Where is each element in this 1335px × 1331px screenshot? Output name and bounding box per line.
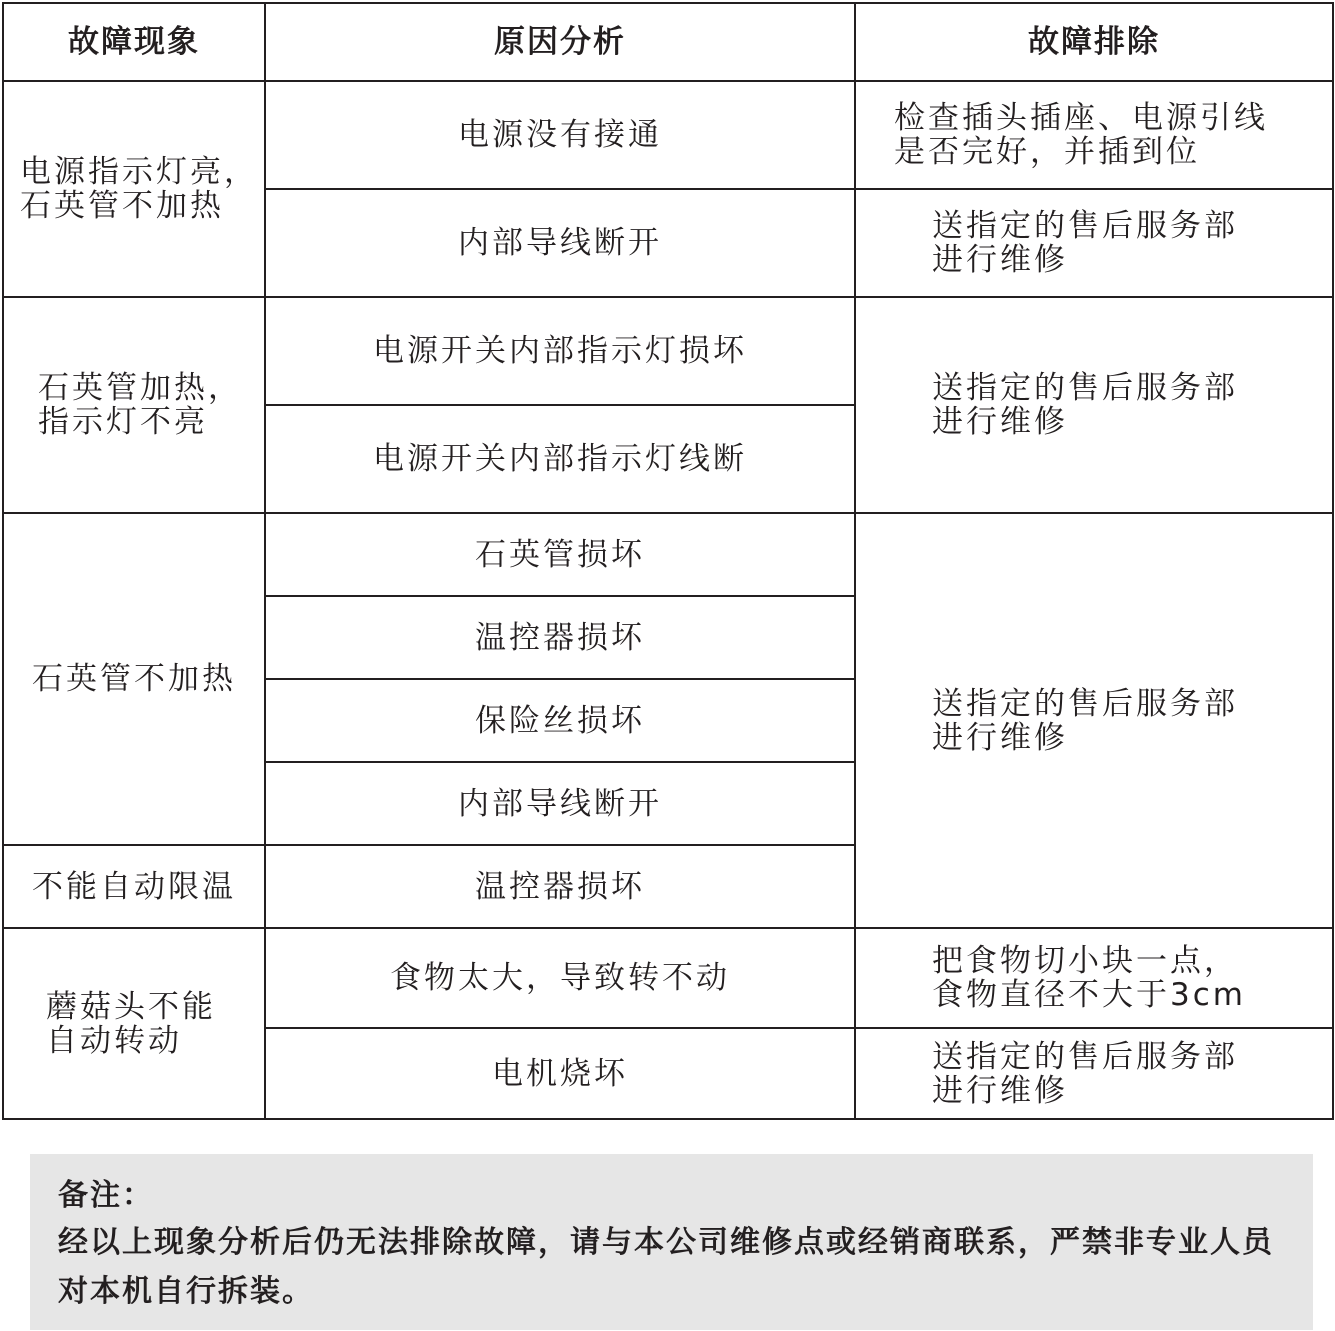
symptom-cell: 电源指示灯亮， 石英管不加热 <box>3 81 265 297</box>
table-row <box>3 928 1333 1028</box>
notes-box <box>30 1154 1313 1330</box>
table-row <box>3 513 1333 596</box>
fix-cell: 送指定的售后服务部 进行维修 <box>855 297 1333 513</box>
fix-cell: 把食物切小块一点， 食物直径不大于3cm <box>855 928 1333 1028</box>
cause-cell: 电机烧坏 <box>265 1028 855 1119</box>
table-row <box>3 297 1333 405</box>
cause-cell: 保险丝损坏 <box>265 679 855 762</box>
symptom-cell: 不能自动限温 <box>3 845 265 928</box>
cause-cell: 电源没有接通 <box>265 81 855 189</box>
header-symptom: 故障现象 <box>3 3 265 81</box>
cause-cell: 食物太大，导致转不动 <box>265 928 855 1028</box>
header-fix: 故障排除 <box>855 3 1333 81</box>
cause-cell: 内部导线断开 <box>265 762 855 845</box>
symptom-cell: 蘑菇头不能 自动转动 <box>3 928 265 1119</box>
cause-cell: 温控器损坏 <box>265 596 855 679</box>
header-row <box>3 3 1333 81</box>
notes-title: 备注： <box>58 1178 154 1213</box>
cause-cell: 内部导线断开 <box>265 189 855 297</box>
fix-cell: 送指定的售后服务部 进行维修 <box>855 189 1333 297</box>
fix-cell: 送指定的售后服务部 进行维修 <box>855 513 1333 928</box>
cause-cell: 电源开关内部指示灯损坏 <box>265 297 855 405</box>
cause-cell: 温控器损坏 <box>265 845 855 928</box>
fix-cell: 检查插头插座、电源引线 是否完好，并插到位 <box>855 81 1333 189</box>
header-cause: 原因分析 <box>265 3 855 81</box>
cause-cell: 电源开关内部指示灯线断 <box>265 405 855 513</box>
notes-body: 经以上现象分析后仍无法排除故障，请与本公司维修点或经销商联系，严禁非专业人员对本机自行拆装。 <box>58 1225 1274 1309</box>
fix-cell: 送指定的售后服务部 进行维修 <box>855 1028 1333 1119</box>
table-row <box>3 81 1333 189</box>
troubleshooting-table <box>2 2 1334 1120</box>
symptom-cell: 石英管不加热 <box>3 513 265 845</box>
cause-cell: 石英管损坏 <box>265 513 855 596</box>
symptom-cell: 石英管加热， 指示灯不亮 <box>3 297 265 513</box>
